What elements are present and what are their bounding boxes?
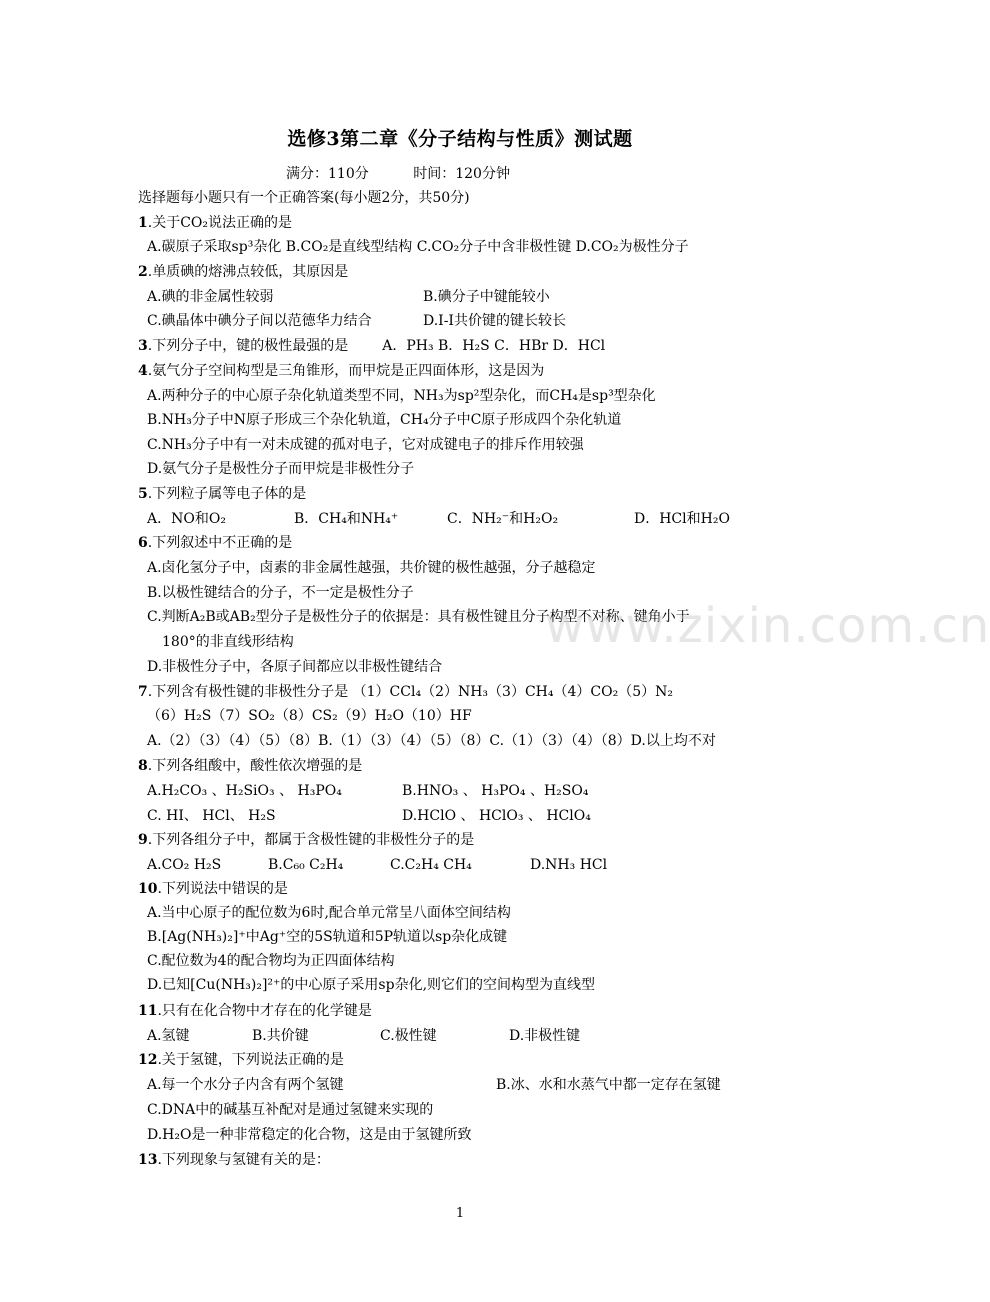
question-11-option-d: D.非极性键	[509, 1028, 581, 1044]
question-9-option-a: A.CO₂ H₂S	[147, 857, 222, 873]
question-10-option-d: D.已知[Cu(NH₃)₂]²⁺的中心原子采用sp杂化,则它们的空间构型为直线型	[147, 977, 596, 993]
question-4-option-c: C.NH₃分子中有一对未成键的孤对电子，它对成键电子的排斥作用较强	[147, 437, 584, 453]
question-9-option-d: D.NH₃ HCl	[530, 857, 608, 873]
instruction: 选择题每小题只有一个正确答案(每小题2分，共50分)	[138, 190, 470, 206]
question-6-option-c: C.判断A₂B或AB₂型分子是极性分子的依据是：具有极性键且分子构型不对称、键角小于	[147, 609, 690, 625]
question-12-option-c: C.DNA中的碱基互补配对是通过氢键来实现的	[147, 1102, 434, 1118]
question-2-option-c: C.碘晶体中碘分子间以范德华力结合	[147, 313, 372, 329]
question-9-option-c: C.C₂H₄ CH₄	[390, 857, 472, 873]
question-4-option-b: B.NH₃分子中N原子形成三个杂化轨道，CH₄分子中C原子形成四个杂化轨道	[147, 412, 622, 428]
question-5-option-c: C．NH₂⁻和H₂O₂	[447, 511, 559, 527]
question-2: 2.单质碘的熔沸点较低，其原因是	[138, 264, 349, 280]
question-12-option-a: A.每一个水分子内含有两个氢键	[147, 1077, 344, 1093]
question-4: 4.氨气分子空间构型是三角锥形，而甲烷是正四面体形，这是因为	[138, 363, 545, 379]
question-6-option-a: A.卤化氢分子中，卤素的非金属性越强，共价键的极性越强，分子越稳定	[147, 560, 596, 576]
question-11: 11.只有在化合物中才存在的化学键是	[138, 1003, 372, 1019]
question-4-option-d: D.氨气分子是极性分子而甲烷是非极性分子	[147, 461, 415, 477]
question-12: 12.关于氢键，下列说法正确的是	[138, 1052, 344, 1068]
question-7: 7.下列含有极性键的非极性分子是 （1）CCl₄（2）NH₃（3）CH₄（4）CO₂（5）N₂	[138, 684, 673, 700]
question-6: 6.下列叙述中不正确的是	[138, 535, 293, 551]
question-12-option-b: B.冰、水和水蒸气中都一定存在氢键	[496, 1077, 721, 1093]
question-6-option-d: D.非极性分子中，各原子间都应以非极性键结合	[147, 659, 443, 675]
question-8-option-a: A.H₂CO₃ 、H₂SiO₃ 、 H₃PO₄	[147, 783, 342, 799]
exam-meta: 满分：110分 时间：120分钟	[286, 166, 510, 182]
question-1: 1.关于CO₂说法正确的是	[138, 215, 293, 231]
question-5-option-d: D．HCl和H₂O	[634, 511, 730, 527]
question-11-option-a: A.氢键	[147, 1028, 190, 1044]
question-8: 8.下列各组酸中，酸性依次增强的是	[138, 758, 363, 774]
question-7-options: A.（2）（3）（4）（5）（8）B.（1）（3）（4）（5）（8）C.（1）（3）（4）（8）D.以上均不对	[147, 733, 716, 749]
page-number: 1	[455, 1206, 465, 1221]
question-9-option-b: B.C₆₀ C₂H₄	[268, 857, 344, 873]
question-10: 10.下列说法中错误的是	[138, 881, 288, 897]
question-2-option-d: D.I-I共价键的键长较长	[423, 313, 566, 329]
question-8-option-c: C. HI、 HCl、 H₂S	[147, 808, 276, 824]
question-4-option-a: A.两种分子的中心原子杂化轨道类型不同，NH₃为sp²型杂化，而CH₄是sp³型杂化	[147, 388, 656, 404]
question-1-options: A.碳原子采取sp³杂化 B.CO₂是直线型结构 C.CO₂分子中含非极性键 D.CO₂为极性分子	[147, 239, 689, 255]
question-12-option-d: D.H₂O是一种非常稳定的化合物，这是由于氢键所致	[147, 1127, 472, 1143]
question-13: 13.下列现象与氢键有关的是：	[138, 1152, 330, 1168]
question-6-option-c-cont: 180°的非直线形结构	[162, 634, 294, 650]
question-8-option-b: B.HNO₃ 、 H₃PO₄ 、H₂SO₄	[402, 783, 589, 799]
question-11-option-c: C.极性键	[380, 1028, 437, 1044]
question-9: 9.下列各组分子中，都属于含极性键的非极性分子的是	[138, 832, 475, 848]
question-10-option-b: B.[Ag(NH₃)₂]⁺中Ag⁺空的5S轨道和5P轨道以sp杂化成键	[147, 929, 508, 945]
question-10-option-a: A.当中心原子的配位数为6时,配合单元常呈八面体空间结构	[147, 905, 511, 921]
question-5-option-b: B．CH₄和NH₄⁺	[294, 511, 399, 527]
question-6-option-b: B.以极性键结合的分子，不一定是极性分子	[147, 585, 414, 601]
page-title: 选修3第二章《分子结构与性质》测试题	[287, 128, 633, 150]
question-2-option-b: B.碘分子中键能较小	[423, 289, 550, 305]
watermark: www.zixin.com.cn	[545, 598, 990, 654]
question-11-option-b: B.共价键	[252, 1028, 309, 1044]
question-2-option-a: A.碘的非金属性较弱	[147, 289, 274, 305]
question-5: 5.下列粒子属等电子体的是	[138, 486, 307, 502]
question-10-option-c: C.配位数为4的配合物均为正四面体结构	[147, 953, 395, 969]
question-3-options: A．PH₃ B．H₂S C．HBr D．HCl	[382, 338, 606, 354]
question-7-items: （6）H₂S（7）SO₂（8）CS₂（9）H₂O（10）HF	[147, 708, 472, 724]
question-3: 3.下列分子中，键的极性最强的是 A．PH₃ B．H₂S C．HBr D．HCl	[138, 338, 606, 354]
question-5-option-a: A．NO和O₂	[147, 511, 226, 527]
question-8-option-d: D.HClO 、 HClO₃ 、 HClO₄	[402, 808, 591, 824]
